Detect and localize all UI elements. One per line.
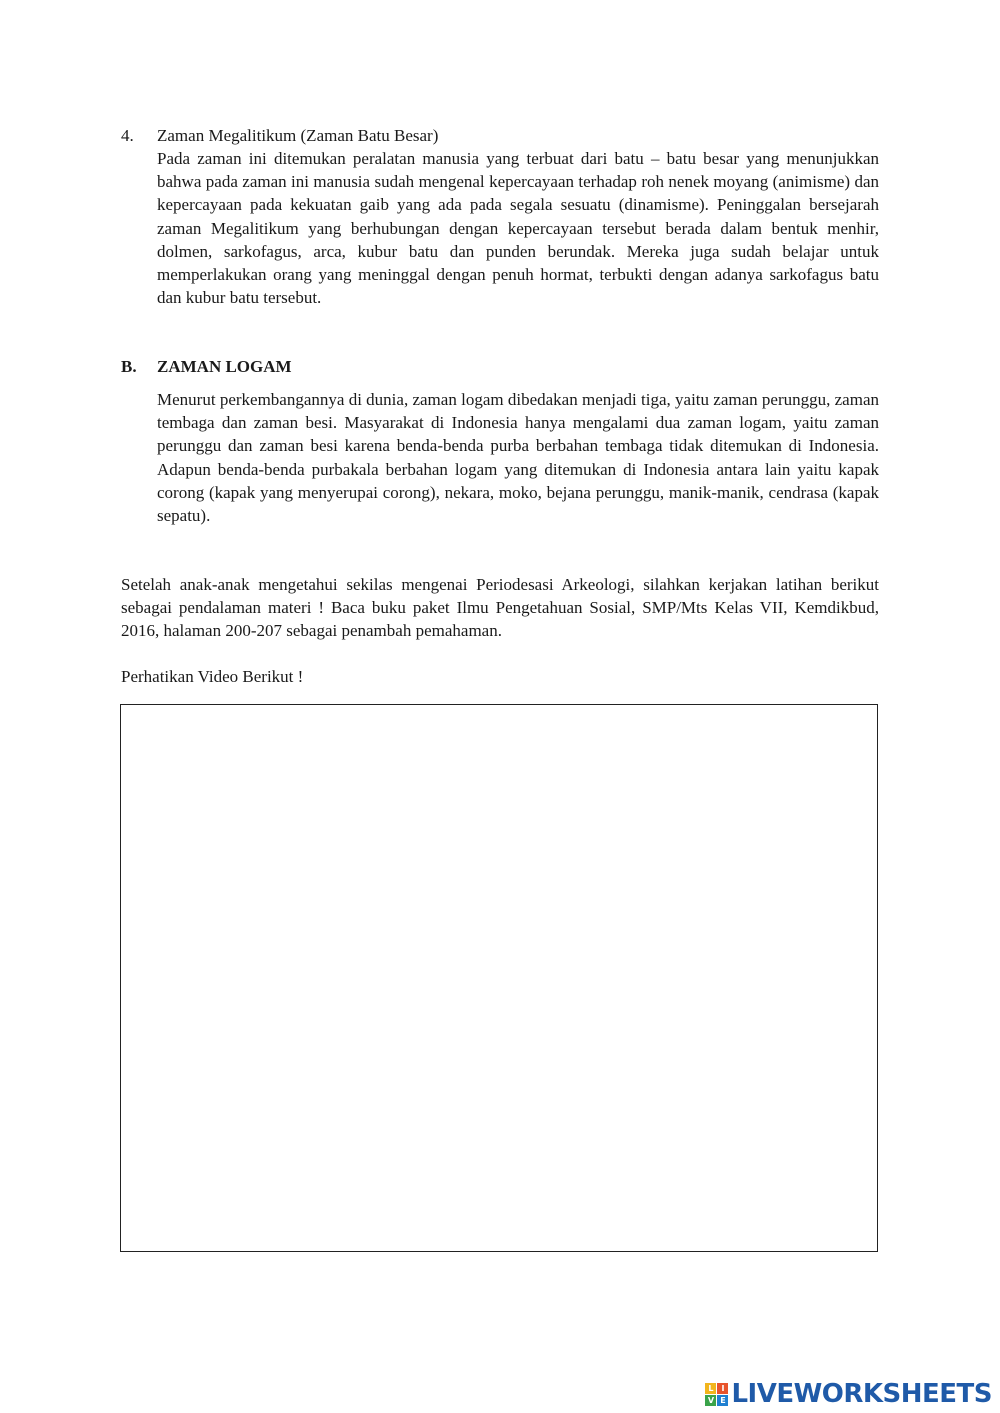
zaman-logam-paragraph: Menurut perkembangannya di dunia, zaman logam dibedakan menjadi tiga, yaitu zaman perunggu, zaman tembaga dan zaman besi. Masyarakat di Indonesia hanya mengalami dua zaman logam, yaitu zaman perunggu dan zaman besi karena benda-benda purba berbahan tembaga tidak ditemukan di Indonesia. Adapun benda-benda purbakala berbahan logam yang ditemukan di Indonesia antara lain yaitu kapak corong (kapak yang menyerupai corong), nekara, moko, bejana perunggu, manik-manik, cendrasa (kapak sepatu). [157, 390, 879, 526]
instruction-paragraph: Setelah anak-anak mengetahui sekilas mengenai Periodesasi Arkeologi, silahkan kerjakan latihan berikut sebagai pendalaman materi ! Baca buku paket Ilmu Pengetahuan Sosial, SMP/Mts Kelas VII, Kemdikbud, 2016, halaman 200-207 sebagai penambah pemahaman. [121, 575, 879, 641]
logo-text: LIVEWORKSHEETS [731, 1379, 992, 1409]
video-embed-frame[interactable] [120, 704, 878, 1252]
list-item-number: 4. [121, 126, 134, 145]
liveworksheets-logo [705, 1376, 992, 1412]
megalitikum-paragraph: Pada zaman ini ditemukan peralatan manusia yang terbuat dari batu – batu besar yang menunjukkan bahwa pada zaman ini manusia sudah mengenal kepercayaan terhadap roh nenek moyang (animisme) dan kepercayaan pada kekuatan gaib yang ada pada segala sesuatu (dinamisme). Peninggalan bersejarah zaman Megalitikum yang berhubungan dengan kepercayaan tersebut berada dalam bentuk menhir, dolmen, sarkofagus, arca, kubur batu dan punden berundak. Mereka juga sudah belajar untuk memperlakukan orang yang meninggal dengan penuh hormat, terbukti dengan adanya sarkofagus batu dan kubur batu tersebut. [157, 149, 879, 308]
logo-mark-cell: E [717, 1395, 728, 1406]
video-prompt: Perhatikan Video Berikut ! [121, 667, 304, 686]
section-letter: B. [121, 357, 137, 376]
list-item-title: Zaman Megalitikum (Zaman Batu Besar) [157, 126, 439, 145]
logo-mark-cell: L [705, 1383, 716, 1394]
logo-mark-cell: I [717, 1383, 728, 1394]
logo-mark-icon [705, 1383, 728, 1406]
logo-mark-cell: V [705, 1395, 716, 1406]
section-title: ZAMAN LOGAM [157, 357, 292, 376]
